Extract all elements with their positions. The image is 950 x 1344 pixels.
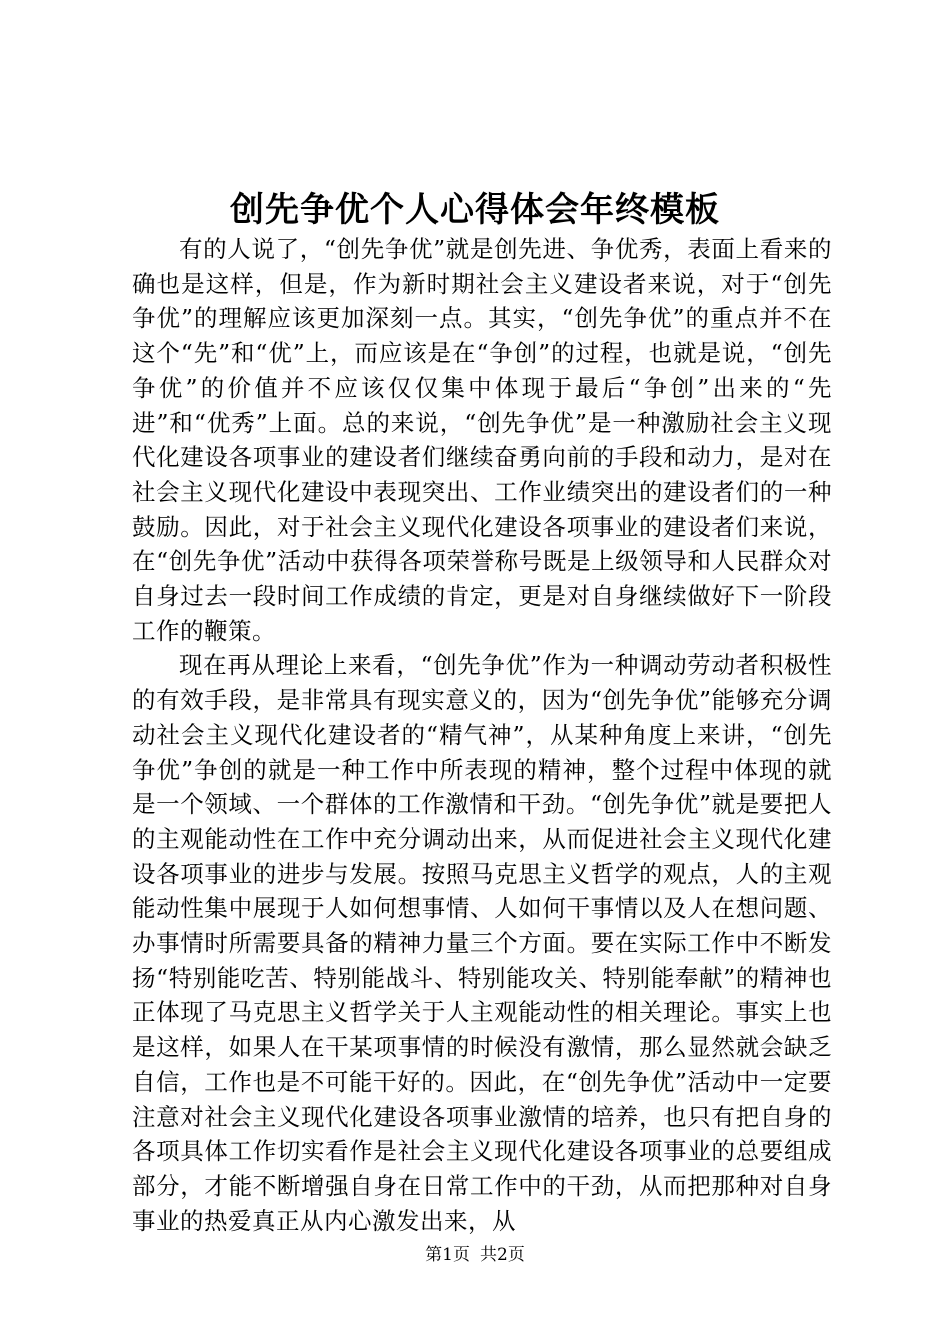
page-footer: [0, 1243, 950, 1267]
paragraph-2: 现在再从理论上来看，“创先争优”作为一种调动劳动者积极性的有效手段，是非常具有现实意义的，因为“创先争优”能够充分调动社会主义现代化建设者的“精气神”，从某种角度上来讲，“创先争优”争创的就是一种工作中所表现的精神，整个过程中体现的就是一个领域、一个群体的工作激情和干劲。“创先争优”就是要把人的主观能动性在工作中充分调动出来，从而促进社会主义现代化建设各项事业的进步与发展。按照马克思主义哲学的观点，人的主观能动性集中展现于人如何想事情、人如何干事情以及人在想问题、办事情时所需要具备的精神力量三个方面。要在实际工作中不断发扬“特别能吃苦、特别能战斗、特别能攻关、特别能奉献”的精神也正体现了马克思主义哲学关于人主观能动性的相关理论。事实上也是这样，如果人在干某项事情的时候没有激情，那么显然就会缺乏自信，工作也是不可能干好的。因此，在“创先争优”活动中一定要注意对社会主义现代化建设各项事业激情的培养，也只有把自身的各项具体工作切实看作是社会主义现代化建设各项事业的总要组成部分，才能不断增强自身在日常工作中的干劲，从而把那种对自身事业的热爱真正从内心激发出来，从: [132, 651, 832, 1235]
paragraph-1: 有的人说了，“创先争优”就是创先进、争优秀，表面上看来的确也是这样，但是，作为新时期社会主义建设者来说，对于“创先争优”的理解应该更加深刻一点。其实，“创先争优”的重点并不在这个“先”和“优”上，而应该是在“争创”的过程，也就是说，“创先争优”的价值并不应该仅仅集中体现于最后“争创”出来的“先进”和“优秀”上面。总的来说，“创先争优”是一种激励社会主义现代化建设各项事业的建设者们继续奋勇向前的手段和动力，是对在社会主义现代化建设中表现突出、工作业绩突出的建设者们的一种鼓励。因此，对于社会主义现代化建设各项事业的建设者们来说，在“创先争优”活动中获得各项荣誉称号既是上级领导和人民群众对自身过去一段时间工作成绩的肯定，更是对自身继续做好下一阶段工作的鞭策。: [132, 235, 832, 645]
page-number-total: 共2页: [480, 1245, 525, 1265]
page-number-current: 第1页: [425, 1245, 470, 1265]
document-body: [132, 232, 832, 1238]
document-title: 创先争优个人心得体会年终模板: [230, 190, 720, 230]
